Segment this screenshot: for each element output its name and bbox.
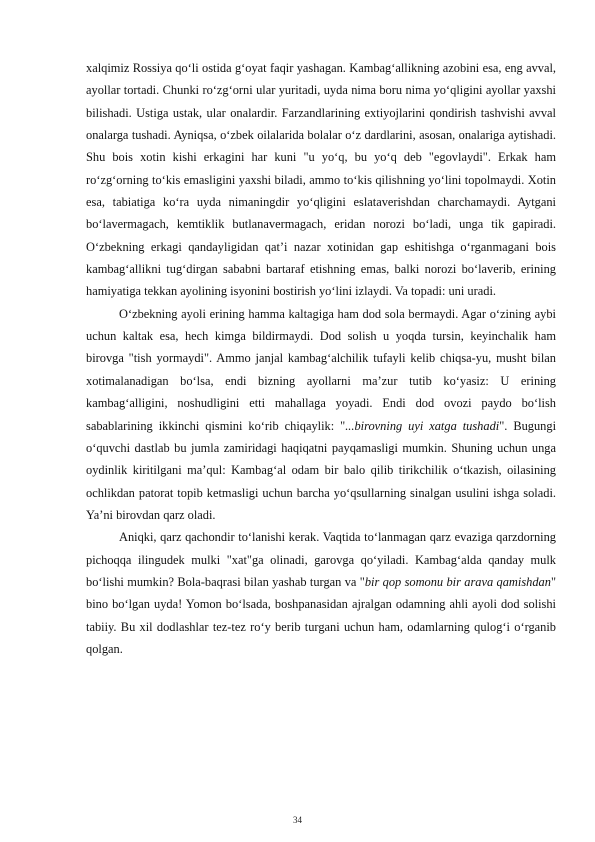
paragraph-2-quote: ...birovning uyi xatga tushadi [345, 418, 500, 433]
page-number: 34 [293, 815, 302, 825]
paragraph-1 [86, 57, 556, 303]
paragraph-3 [86, 526, 556, 660]
paragraph-3-quote: bir qop somonu bir arava qamishdan [364, 574, 551, 589]
paragraph-3-text-a: Aniqki, qarz qachondir to‘lanishi kerak. Vaqtida to‘lanmagan qarz evaziga qarzdorning pichoqqa ilingudek mulki "xat"ga olinadi, garovga qo‘yiladi. Kambag‘alda qanday mulk bo‘lishi mumkin? Bola-baqrasi bilan yashab turgan va " [86, 530, 556, 589]
paragraph-3-text-b: " bino bo‘lgan uyda! Yomon bo‘lsada, boshpanasidan ajralgan odamning ahli ayoli dod solishi tabiiy. Bu xil dodlashlar tez-tez ro‘y berib turgani uchun ham, odamlarning qulog‘i o‘rganib qolgan. [86, 574, 556, 656]
document-body [86, 57, 556, 660]
paragraph-1-text: xalqimiz Rossiya qo‘li ostida g‘oyat faqir yashagan. Kambag‘allikning azobini esa, eng avval, ayollar tortadi. Chunki ro‘zg‘orni ular yuritadi, uyda nima boru nima yo‘qligini ayollar yaxshi bilishadi. Ustiga ustak, ular onalardir. Farzandlarining extiyojlarini qondirish tashvishi avval onalarga tushadi. Ayniqsa, o‘zbek oilalarida bolalar o‘z dardlarini, asosan, onalariga aytishadi. Shu bois xotin kishi erkagini har kuni "u yo‘q, bu yo‘q deb "egovlaydi". Erkak ham ro‘zg‘orning to‘kis emasligini yaxshi biladi, ammo to‘kis qilishning yo‘lini topolmaydi. Xotin esa, tabiatiga ko‘ra uyda nimaningdir yo‘qligini eslataverishdan charchamaydi. Aytgani bo‘lavermagach, kemtiklik butlanavermagach, eridan norozi bo‘ladi, unga tik gapiradi. O‘zbekning erkagi qandayligidan qat’i nazar xotinidan gap eshitishga o‘rganmagani bois kambag‘allikni tug‘dirgan sababni bartaraf etishning emas, balki norozi bo‘laverib, erining hamiyatiga tekkan ayolining isyonini bostirish yo‘lini izlaydi. Va topadi: uni uradi. [86, 61, 556, 299]
paragraph-2-text-b: ". Bugungi o‘quvchi dastlab bu jumla zamiridagi haqiqatni payqamasligi mumkin. Shuning uchun unga oydinlik kiritilgani ma’qul: Kambag‘al odam bir balo qilib tirikchilik o‘tkazish, oilasining ochlikdan patorat topib ketmasligi uchun barcha yo‘qsullarning sinalgan usulini ishga soladi. Ya’ni birovdan qarz oladi. [86, 418, 557, 522]
paragraph-2-text-a: O‘zbekning ayoli erining hamma kaltagiga ham dod sola bermaydi. Agar o‘zining aybi uchun kaltak esa, hech kimga bildirmaydi. Dod solish u yoqda tursin, keyinchalik ham birovga "tish yormaydi". Ammo janjal kambag‘alchilik tufayli kelib chiqsa-yu, musht bilan xotimalanadigan bo‘lsa, endi bizning ayollarni ma’zur tutib ko‘yasiz: U erining kambag‘alligini, noshudligini etti mahallaga yoyadi. Endi dod ovozi paydo bo‘lish sabablarining ikkinchi qismini ko‘rib chiqaylik: " [86, 306, 556, 433]
paragraph-2 [86, 303, 556, 526]
